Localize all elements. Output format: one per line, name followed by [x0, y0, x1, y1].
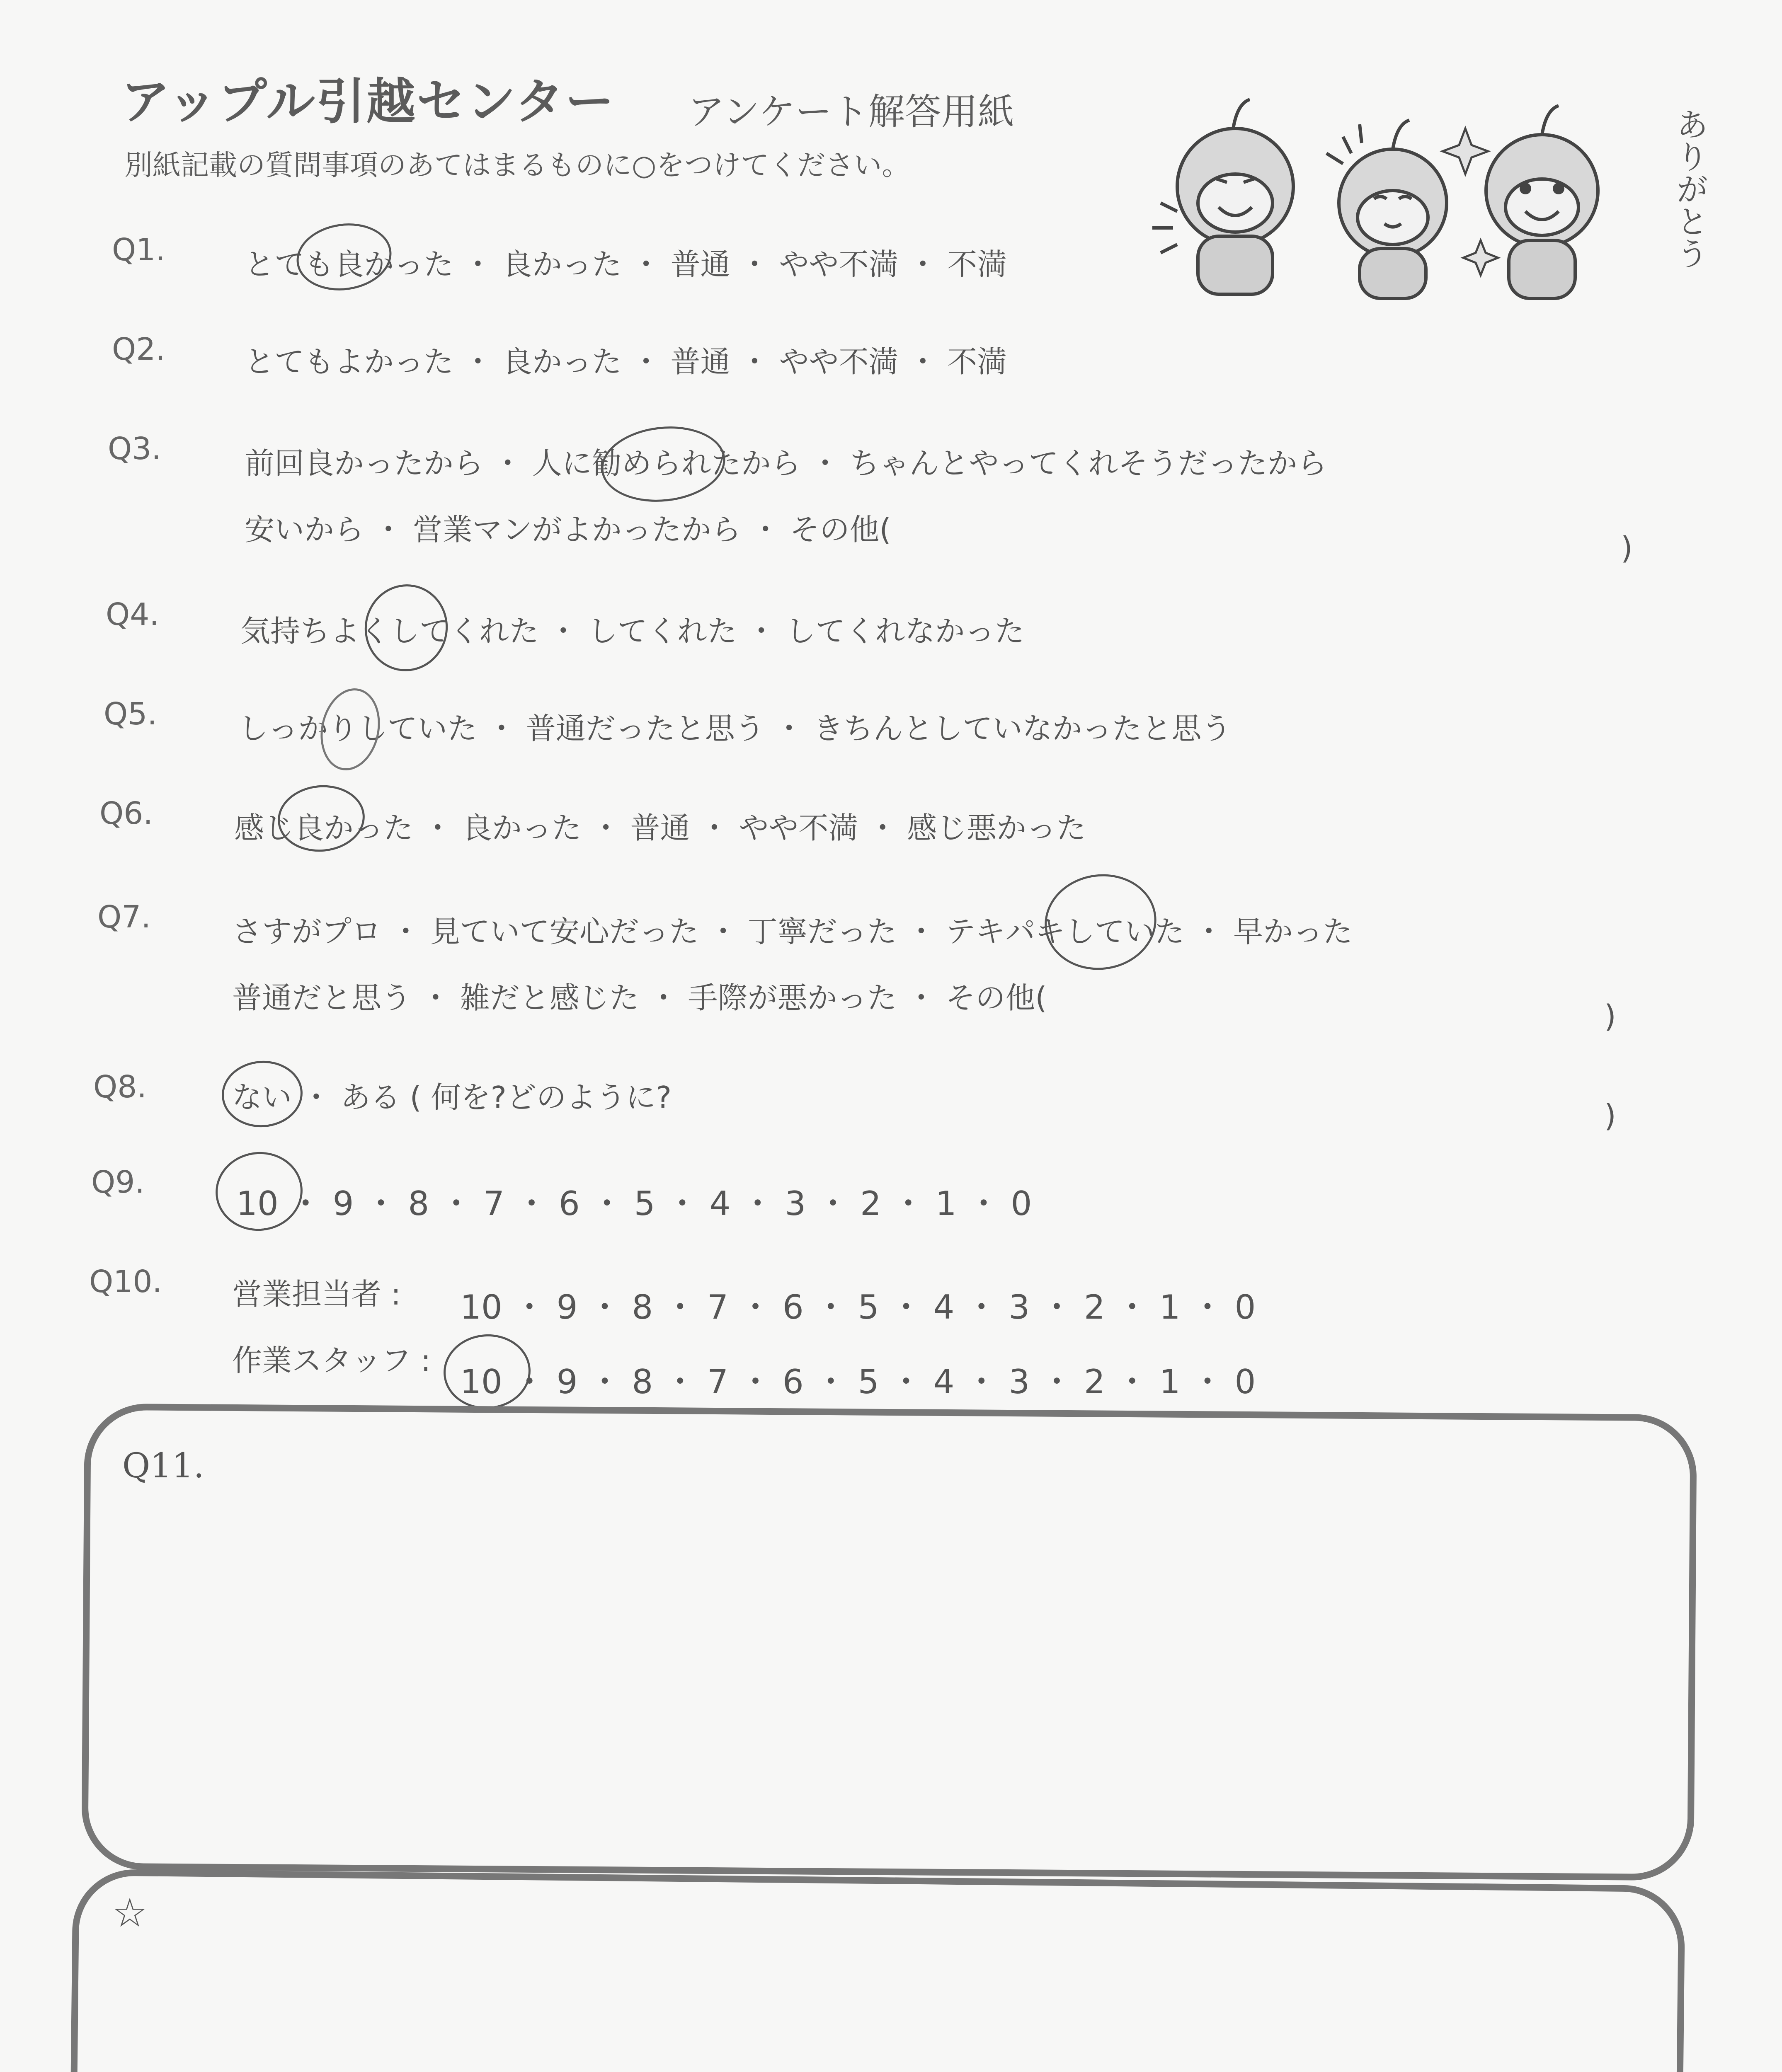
- q2-label: Q2.: [112, 332, 165, 367]
- q7-close-paren: ): [1604, 999, 1616, 1034]
- q7-label: Q7.: [97, 899, 151, 935]
- q10-staff-label: 作業スタッフ :: [232, 1343, 431, 1378]
- q4-label: Q4.: [106, 597, 159, 632]
- q6-label: Q6.: [99, 796, 153, 831]
- q9-scale: 10 ・ 9 ・ 8 ・ 7 ・ 6 ・ 5 ・ 4 ・ 3 ・ 2 ・ 1 ・ 0: [236, 1184, 1032, 1223]
- q3-options-line2: 安いから ・ 営業マンがよかったから ・ その他(: [245, 512, 891, 547]
- q8-options: ない ・ ある ( 何を?どのように?: [232, 1080, 672, 1115]
- q5-answer-circle: [313, 683, 388, 776]
- q6-options: 感じ良かった ・ 良かった ・ 普通 ・ やや不満 ・ 感じ悪かった: [234, 811, 1086, 845]
- q3-close-paren: ): [1621, 530, 1633, 566]
- star-label: ☆: [112, 1890, 148, 1936]
- q8-close-paren: ): [1604, 1098, 1616, 1134]
- q11-label: Q11.: [122, 1446, 204, 1486]
- mascot-monkeys-illustration: [1127, 87, 1700, 319]
- q9-label: Q9.: [91, 1164, 145, 1200]
- q7-answer-circle: [1038, 867, 1162, 977]
- q2-options: とてもよかった ・ 良かった ・ 普通 ・ やや不満 ・ 不満: [245, 344, 1007, 379]
- q7-options-line2: 普通だと思う ・ 雑だと感じた ・ 手際が悪かった ・ その他(: [232, 980, 1047, 1015]
- company-title: アップル引越センター: [121, 73, 616, 130]
- q4-answer-circle: [358, 578, 454, 678]
- instruction-text: 別紙記載の質問事項のあてはまるものに○をつけてください。: [124, 149, 910, 182]
- q3-answer-circle: [597, 421, 729, 508]
- q8-answer-circle: [220, 1058, 305, 1130]
- thanks-text: ありがとう: [1671, 108, 1708, 269]
- form-subtitle: アンケート解答用紙: [688, 90, 1014, 133]
- q10-sales-label: 営業担当者 :: [232, 1277, 401, 1312]
- q3-options-line1: 前回良かったから ・ 人に勧められたから ・ ちゃんとやってくれそうだったから: [245, 446, 1327, 481]
- q3-label: Q3.: [108, 431, 161, 467]
- q7-options-line1: さすがプロ ・ 見ていて安心だった ・ 丁寧だった ・ テキパキしていた ・ 早かった: [232, 914, 1353, 949]
- q4-options: 気持ちよくしてくれた ・ してくれた ・ してくれなかった: [240, 614, 1025, 649]
- q10-label: Q10.: [89, 1264, 162, 1300]
- q1-options: とても良かった ・ 良かった ・ 普通 ・ やや不満 ・ 不満: [245, 247, 1007, 282]
- star-comment-box[interactable]: [68, 1869, 1685, 2072]
- q1-answer-circle: [292, 218, 396, 296]
- q10-sales-scale: 10 ・ 9 ・ 8 ・ 7 ・ 6 ・ 5 ・ 4 ・ 3 ・ 2 ・ 1 ・ 0: [460, 1288, 1256, 1326]
- q1-label: Q1.: [112, 232, 165, 268]
- q5-label: Q5.: [104, 696, 157, 732]
- q8-label: Q8.: [93, 1069, 147, 1105]
- q10-staff-scale: 10 ・ 9 ・ 8 ・ 7 ・ 6 ・ 5 ・ 4 ・ 3 ・ 2 ・ 1 ・ 0: [460, 1363, 1256, 1401]
- q5-options: しっかりしていた ・ 普通だったと思う ・ きちんとしていなかったと思う: [238, 711, 1232, 746]
- q11-comment-box[interactable]: [81, 1403, 1697, 1881]
